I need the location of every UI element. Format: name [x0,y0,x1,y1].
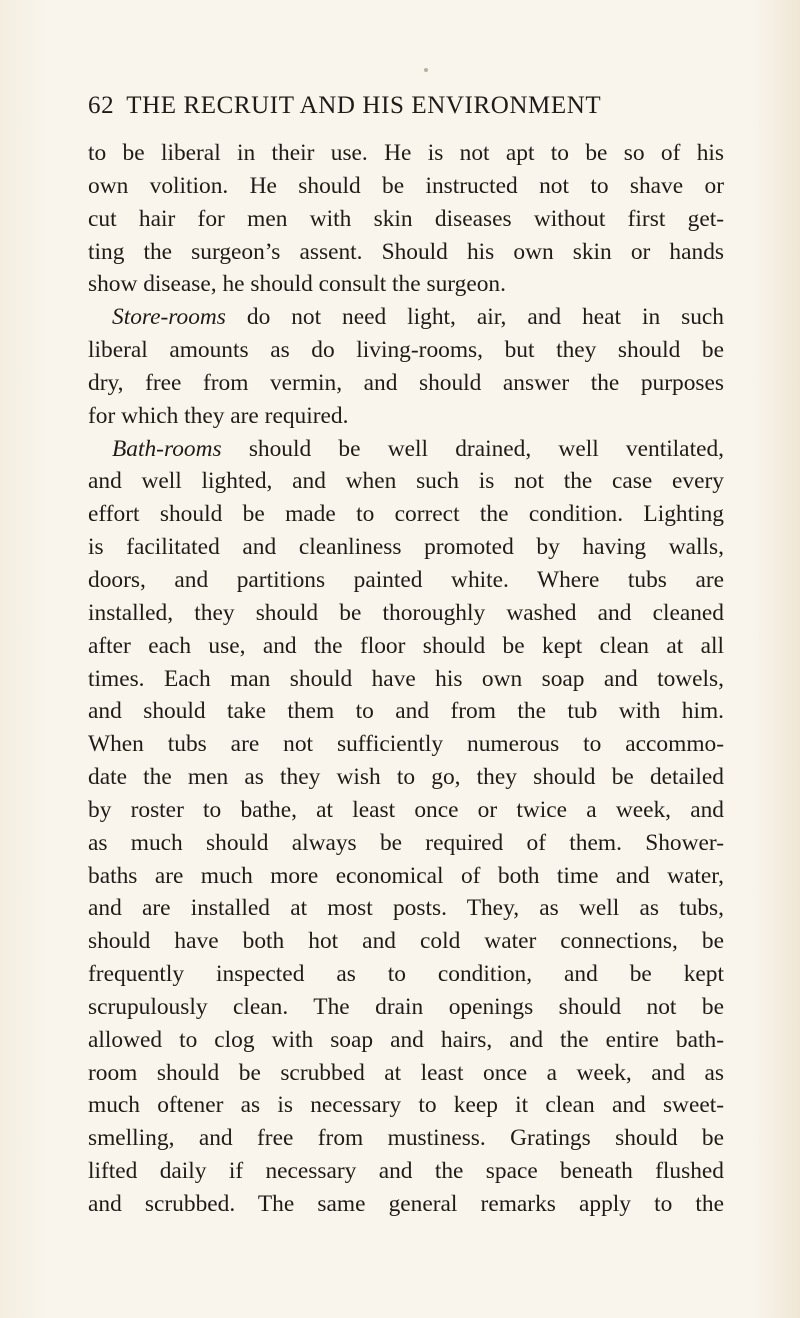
line-rest: should be well drained, well ventilated, [221,435,724,462]
text-line: installed, they should be thoroughly washed and cleaned [88,599,724,626]
text-line: own volition. He should be instructed not to shave or [88,172,724,199]
text-line: dry, free from vermin, and should answer the purposes [88,369,724,396]
text-line: effort should be made to correct the condition. Lighting [88,501,724,528]
text-line: doors, and partitions painted white. Where tubs are [88,566,724,593]
text-line: times. Each man should have his own soap and towels, [88,665,724,692]
running-header [88,88,728,124]
text-line: room should be scrubbed at least once a week, and as [88,1059,724,1086]
text-line: date the men as they wish to go, they should be detailed [88,764,724,791]
text-line: by roster to bathe, at least once or twice a week, and [88,796,724,823]
text-line: lifted daily if necessary and the space beneath flushed [88,1158,724,1185]
text-line: and scrubbed. The same general remarks apply to the [88,1191,724,1217]
page-number: 62 [88,92,115,119]
text-line: much oftener as is necessary to keep it clean and sweet- [88,1092,724,1119]
text-line: smelling, and free from mustiness. Gratings should be [88,1125,724,1152]
text-line: and well lighted, and when such is not the case every [88,468,724,495]
text-line: liberal amounts as do living-rooms, but they should be [88,337,724,364]
text-line: after each use, and the floor should be kept clean at all [88,632,724,659]
text-line: cut hair for men with skin diseases without first get- [88,205,724,232]
text-line: and should take them to and from the tub with him. [88,698,724,725]
text-line: to be liberal in their use. He is not apt to be so of his [88,140,724,166]
text-line: baths are much more economical of both time and water, [88,862,724,889]
text-line: should have both hot and cold water connections, be [88,928,724,955]
running-title: THE RECRUIT AND HIS ENVIRONMENT [126,92,602,119]
text-line: as much should always be required of them. Shower- [88,829,724,856]
text-line: and are installed at most posts. They, as well as tubs, [88,895,724,922]
text-line: frequently inspected as to condition, and be kept [88,961,724,988]
print-speck [424,68,428,72]
text-line: ting the surgeon’s assent. Should his own skin or hands [88,238,724,265]
body-text [88,137,724,1221]
text-line [88,433,724,466]
text-line: show disease, he should consult the surgeon. [88,271,506,298]
text-line: When tubs are not sufficiently numerous to accommo- [88,731,724,758]
section-lead: Store-rooms [112,304,226,331]
text-line: is facilitated and cleanliness promoted by having walls, [88,534,724,561]
line-rest: do not need light, air, and heat in such [225,304,724,331]
text-line [88,301,724,334]
text-line: scrupulously clean. The drain openings should not be [88,993,724,1020]
text-line: for which they are required. [88,402,349,429]
section-lead: Bath-rooms [112,435,222,462]
text-line: allowed to clog with soap and hairs, and the entire bath- [88,1026,724,1053]
